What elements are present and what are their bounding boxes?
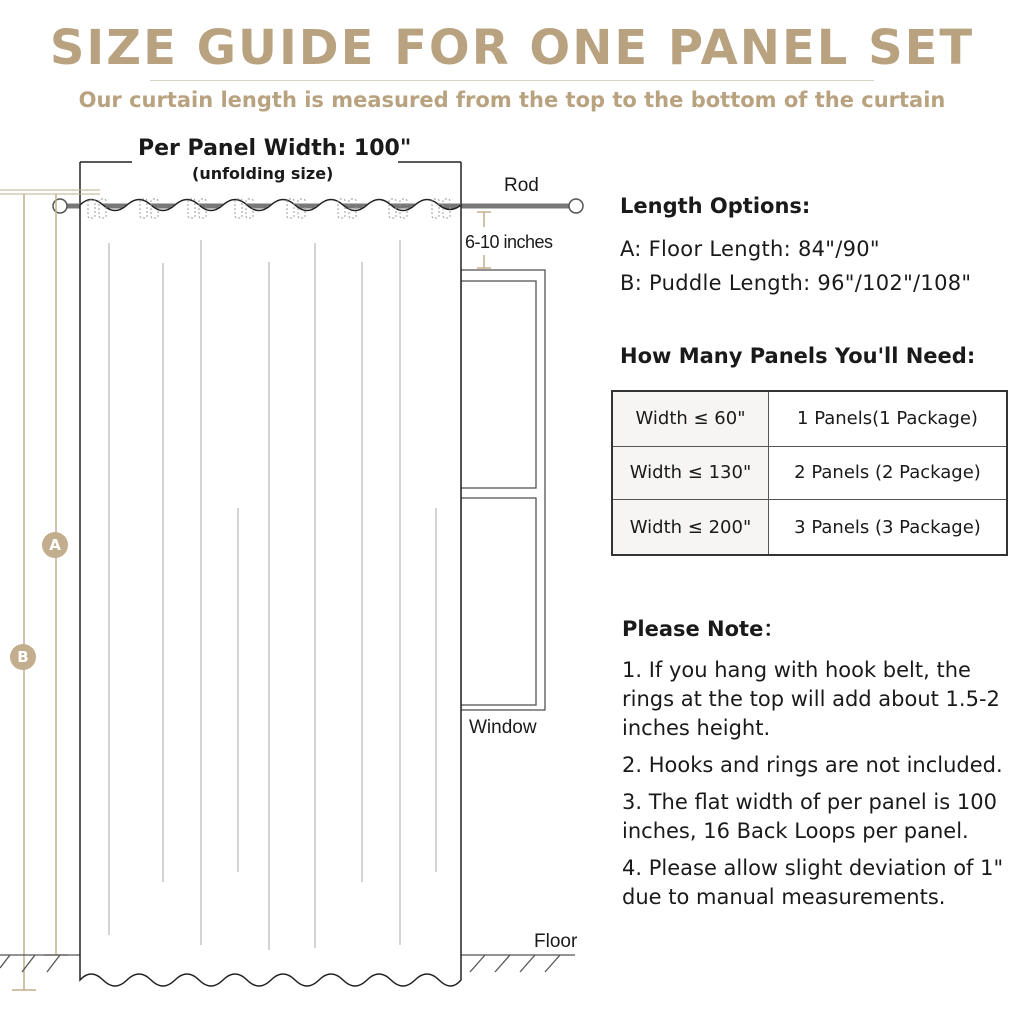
note-item: 2. Hooks and rings are not included. — [622, 753, 1003, 777]
panel-width-label: Per Panel Width: 100" — [138, 136, 412, 161]
notes-list — [622, 656, 1018, 920]
curtain-panel — [80, 200, 461, 987]
page-subtitle: Our curtain length is measured from the top to the bottom of the curtain — [78, 88, 946, 112]
note-item: 1. If you hang with hook belt, the rings at the top will add about 1.5-2 inches height. — [622, 658, 1000, 740]
page-title: SIZE GUIDE FOR ONE PANEL SET — [49, 20, 975, 76]
panels-cell: 2 Panels (2 Package) — [769, 446, 1008, 500]
table-row — [612, 500, 1007, 555]
rod-label: Rod — [504, 175, 539, 196]
notes-heading: Please Note： — [622, 617, 785, 641]
table-row — [612, 446, 1007, 500]
panels-table — [611, 390, 1008, 556]
unfolding-size-label: (unfolding size) — [192, 164, 334, 183]
marker-a-badge: A — [42, 532, 68, 558]
puddle-length-option: B: Puddle Length: 96"/102"/108" — [620, 271, 972, 295]
note-item: 4. Please allow slight deviation of 1" due to manual measurements. — [622, 856, 1004, 909]
floor-label: Floor — [534, 931, 578, 952]
note-item: 3. The flat width of per panel is 100 inches, 16 Back Loops per panel. — [622, 790, 997, 843]
panels-heading: How Many Panels You'll Need: — [620, 344, 976, 368]
gap-label: 6-10 inches — [465, 232, 553, 252]
width-cell: Width ≤ 200" — [612, 500, 769, 555]
length-options-heading: Length Options: — [620, 194, 811, 218]
window-label: Window — [469, 717, 537, 738]
panels-cell: 3 Panels (3 Package) — [769, 500, 1008, 555]
window-frame — [461, 270, 545, 710]
width-cell: Width ≤ 60" — [612, 391, 769, 446]
floor-length-option: A: Floor Length: 84"/90" — [620, 237, 880, 261]
width-cell: Width ≤ 130" — [612, 446, 769, 500]
marker-b-badge: B — [10, 644, 36, 670]
panels-cell: 1 Panels(1 Package) — [769, 391, 1008, 446]
table-row — [612, 391, 1007, 446]
